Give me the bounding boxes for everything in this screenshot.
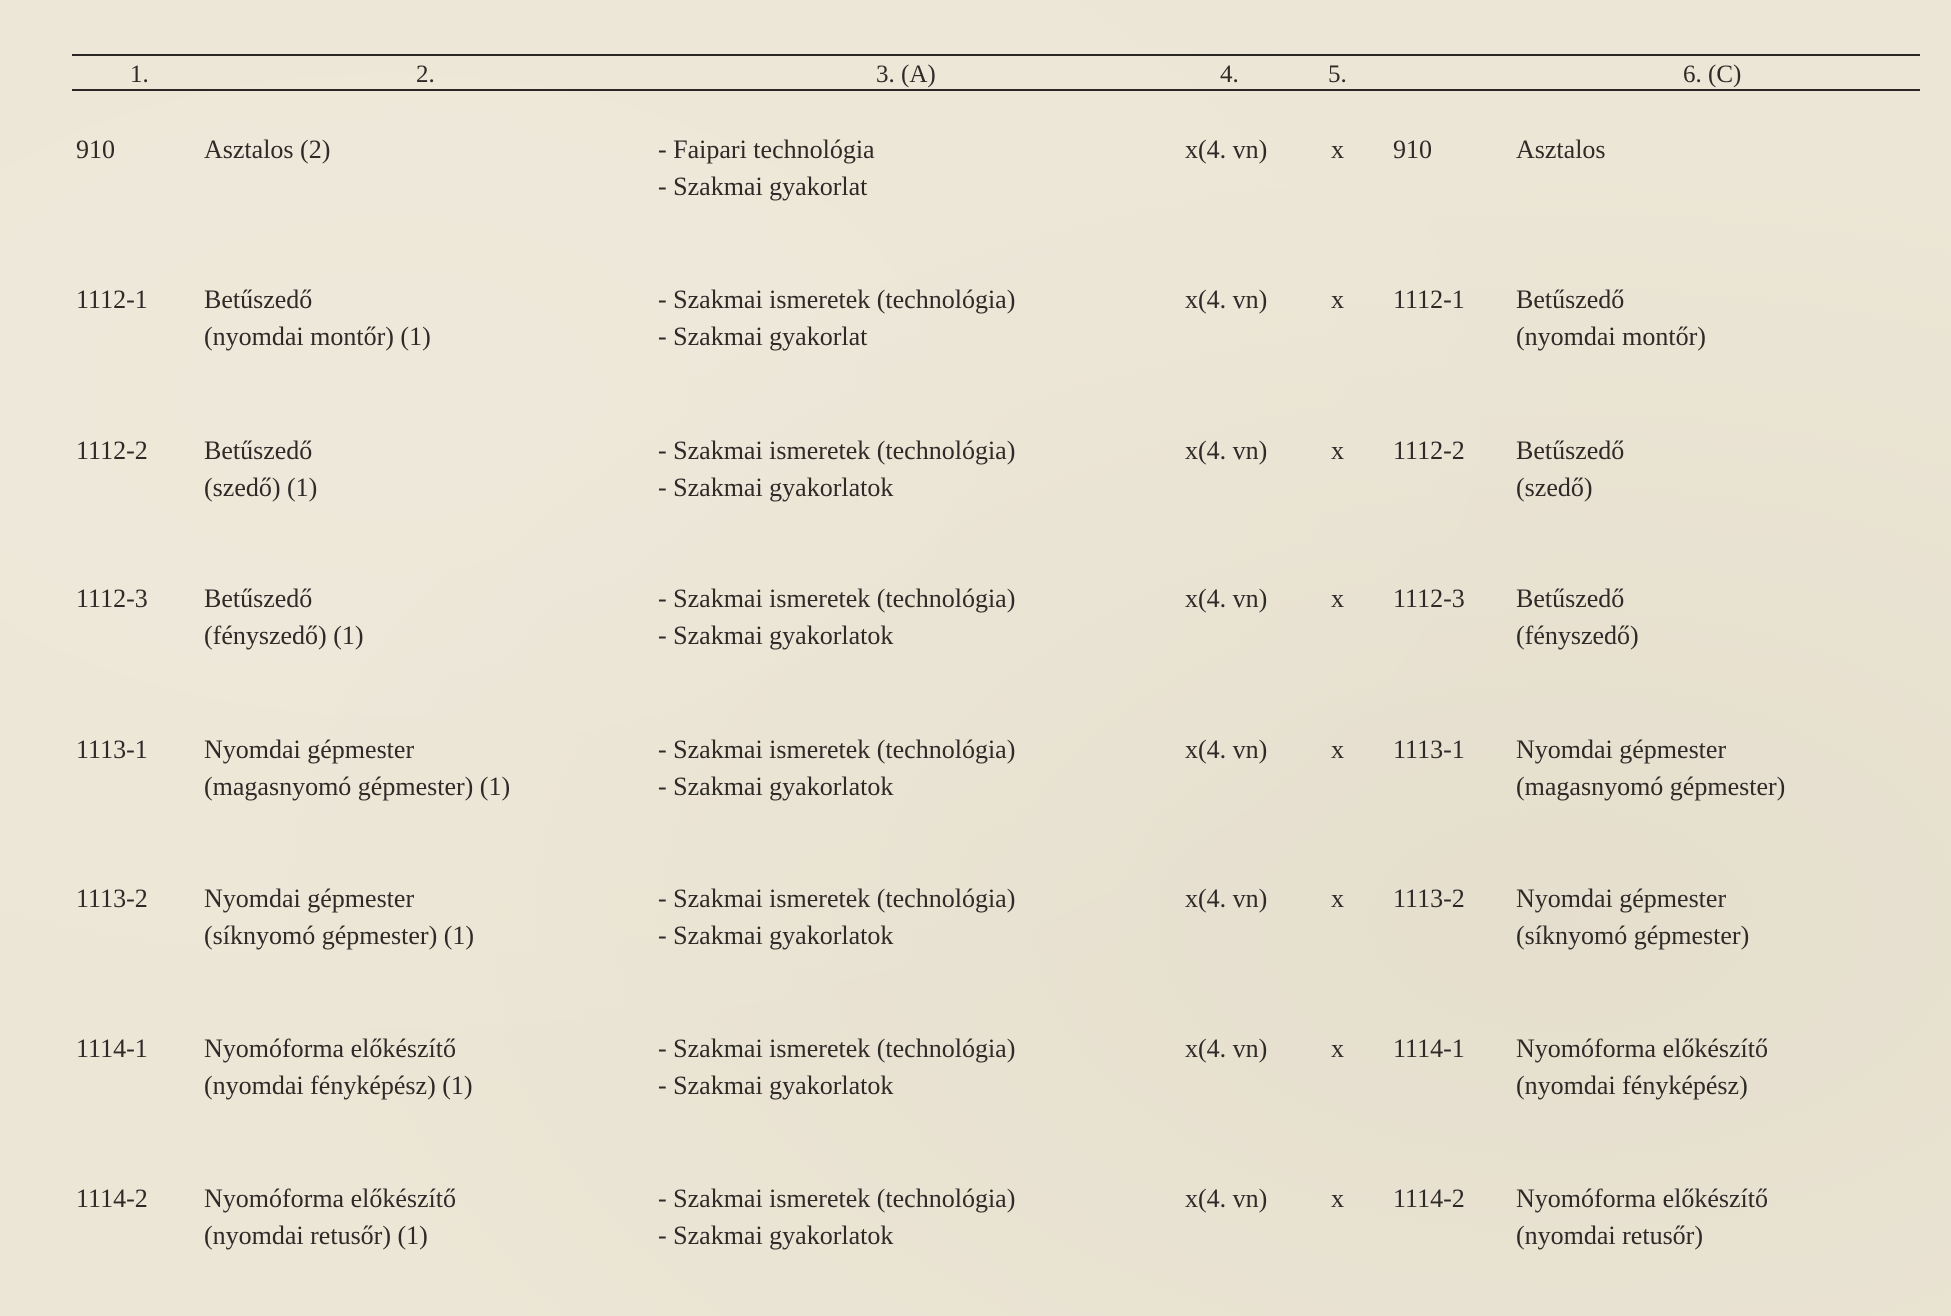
table-row bbox=[0, 432, 1951, 512]
occupation-name-line2: (magasnyomó gépmester) (1) bbox=[204, 772, 511, 801]
table-row bbox=[0, 880, 1951, 960]
occupation-name-line1: Asztalos (2) bbox=[204, 135, 331, 164]
occupation-name-line1: Betűszedő bbox=[204, 584, 313, 613]
exam-subjects bbox=[658, 432, 1015, 506]
exam-mark: x(4. vn) bbox=[1185, 735, 1268, 764]
occupation-name-line2: (szedő) (1) bbox=[204, 473, 318, 502]
exam-subject-1: - Szakmai ismeretek (technológia) bbox=[658, 884, 1016, 913]
column-5-mark: x bbox=[1331, 1184, 1344, 1213]
new-occupation-code: 1114-1 bbox=[1393, 1034, 1465, 1063]
exam-subject-2: - Szakmai gyakorlat bbox=[658, 322, 868, 351]
exam-mark: x(4. vn) bbox=[1185, 436, 1268, 465]
exam-subject-1: - Szakmai ismeretek (technológia) bbox=[658, 1034, 1016, 1063]
new-occupation-name-line1: Betűszedő bbox=[1516, 584, 1625, 613]
exam-subject-2: - Szakmai gyakorlatok bbox=[658, 1221, 894, 1250]
new-occupation-code: 1112-1 bbox=[1393, 285, 1465, 314]
occupation-name bbox=[204, 432, 317, 506]
new-occupation-code: 1113-1 bbox=[1393, 735, 1465, 764]
exam-subjects bbox=[658, 1030, 1015, 1104]
column-5-mark: x bbox=[1331, 285, 1344, 314]
column-header-2: 2. bbox=[416, 61, 435, 88]
occupation-name bbox=[204, 731, 510, 805]
new-occupation-name-line1: Asztalos bbox=[1516, 135, 1606, 164]
column-5-mark: x bbox=[1331, 1034, 1344, 1063]
new-occupation-name-line1: Nyomóforma előkészítő bbox=[1516, 1184, 1768, 1213]
exam-subjects bbox=[658, 1180, 1015, 1254]
exam-subjects bbox=[658, 731, 1015, 805]
exam-mark: x(4. vn) bbox=[1185, 884, 1268, 913]
exam-mark: x(4. vn) bbox=[1185, 135, 1268, 164]
new-occupation-name-line1: Betűszedő bbox=[1516, 285, 1625, 314]
column-5-mark: x bbox=[1331, 436, 1344, 465]
table-row bbox=[0, 731, 1951, 811]
exam-subject-1: - Faipari technológia bbox=[658, 135, 875, 164]
column-header-3: 3. (A) bbox=[876, 61, 936, 88]
new-occupation-name-line2: (szedő) bbox=[1516, 473, 1593, 502]
header-bottom-rule bbox=[72, 89, 1920, 91]
exam-mark: x(4. vn) bbox=[1185, 285, 1268, 314]
new-occupation-name-line2: (fényszedő) bbox=[1516, 621, 1639, 650]
new-occupation-name bbox=[1516, 880, 1749, 954]
new-occupation-name-line2: (nyomdai fényképész) bbox=[1516, 1071, 1748, 1100]
occupation-name-line1: Betűszedő bbox=[204, 436, 313, 465]
occupation-name bbox=[204, 580, 364, 654]
occupation-code: 1114-2 bbox=[76, 1184, 148, 1213]
new-occupation-code: 1114-2 bbox=[1393, 1184, 1465, 1213]
new-occupation-name bbox=[1516, 432, 1624, 506]
exam-subject-2: - Szakmai gyakorlatok bbox=[658, 772, 894, 801]
new-occupation-name bbox=[1516, 731, 1785, 805]
exam-subject-2: - Szakmai gyakorlatok bbox=[658, 921, 894, 950]
new-occupation-name-line1: Nyomóforma előkészítő bbox=[1516, 1034, 1768, 1063]
occupation-code: 1114-1 bbox=[76, 1034, 148, 1063]
new-occupation-name-line2: (síknyomó gépmester) bbox=[1516, 921, 1750, 950]
exam-subject-2: - Szakmai gyakorlatok bbox=[658, 473, 894, 502]
new-occupation-code: 1113-2 bbox=[1393, 884, 1465, 913]
new-occupation-name-line1: Nyomdai gépmester bbox=[1516, 735, 1727, 764]
column-5-mark: x bbox=[1331, 584, 1344, 613]
occupation-name-line1: Nyomóforma előkészítő bbox=[204, 1034, 456, 1063]
column-header-4: 4. bbox=[1220, 61, 1239, 88]
new-occupation-name-line2: (nyomdai montőr) bbox=[1516, 322, 1706, 351]
occupation-name bbox=[204, 131, 330, 168]
exam-subjects bbox=[658, 281, 1015, 355]
column-header-6: 6. (C) bbox=[1683, 61, 1742, 88]
exam-mark: x(4. vn) bbox=[1185, 584, 1268, 613]
column-5-mark: x bbox=[1331, 735, 1344, 764]
occupation-name-line2: (nyomdai retusőr) (1) bbox=[204, 1221, 428, 1250]
exam-subject-2: - Szakmai gyakorlat bbox=[658, 172, 868, 201]
occupation-name-line1: Nyomdai gépmester bbox=[204, 884, 415, 913]
occupation-code: 1112-2 bbox=[76, 436, 148, 465]
column-header-1: 1. bbox=[130, 61, 149, 88]
exam-subject-1: - Szakmai ismeretek (technológia) bbox=[658, 584, 1016, 613]
exam-subject-2: - Szakmai gyakorlatok bbox=[658, 1071, 894, 1100]
header-top-rule bbox=[72, 54, 1920, 56]
exam-subjects bbox=[658, 131, 875, 205]
exam-subject-1: - Szakmai ismeretek (technológia) bbox=[658, 1184, 1016, 1213]
occupation-name-line1: Betűszedő bbox=[204, 285, 313, 314]
column-5-mark: x bbox=[1331, 135, 1344, 164]
occupation-code: 1113-2 bbox=[76, 884, 148, 913]
occupation-name-line2: (síknyomó gépmester) (1) bbox=[204, 921, 475, 950]
new-occupation-name bbox=[1516, 580, 1639, 654]
exam-mark: x(4. vn) bbox=[1185, 1034, 1268, 1063]
new-occupation-name-line1: Nyomdai gépmester bbox=[1516, 884, 1727, 913]
new-occupation-name-line2: (magasnyomó gépmester) bbox=[1516, 772, 1786, 801]
exam-subject-1: - Szakmai ismeretek (technológia) bbox=[658, 285, 1016, 314]
new-occupation-name-line2: (nyomdai retusőr) bbox=[1516, 1221, 1704, 1250]
exam-mark: x(4. vn) bbox=[1185, 1184, 1268, 1213]
new-occupation-name bbox=[1516, 1180, 1768, 1254]
new-occupation-code: 1112-3 bbox=[1393, 584, 1465, 613]
new-occupation-name bbox=[1516, 281, 1706, 355]
occupation-code: 910 bbox=[76, 135, 115, 164]
table-row bbox=[0, 281, 1951, 361]
exam-subject-1: - Szakmai ismeretek (technológia) bbox=[658, 735, 1016, 764]
table-row bbox=[0, 1180, 1951, 1260]
column-header-5: 5. bbox=[1328, 61, 1347, 88]
table-row bbox=[0, 1030, 1951, 1110]
occupation-name-line1: Nyomóforma előkészítő bbox=[204, 1184, 456, 1213]
new-occupation-name-line1: Betűszedő bbox=[1516, 436, 1625, 465]
occupation-name bbox=[204, 880, 474, 954]
column-5-mark: x bbox=[1331, 884, 1344, 913]
occupation-name bbox=[204, 1030, 473, 1104]
occupation-name-line2: (fényszedő) (1) bbox=[204, 621, 364, 650]
occupation-name bbox=[204, 281, 431, 355]
exam-subject-1: - Szakmai ismeretek (technológia) bbox=[658, 436, 1016, 465]
new-occupation-name bbox=[1516, 1030, 1768, 1104]
occupation-code: 1112-3 bbox=[76, 584, 148, 613]
occupation-name bbox=[204, 1180, 456, 1254]
exam-subjects bbox=[658, 580, 1015, 654]
new-occupation-code: 1112-2 bbox=[1393, 436, 1465, 465]
occupation-name-line2: (nyomdai fényképész) (1) bbox=[204, 1071, 473, 1100]
exam-subjects bbox=[658, 880, 1015, 954]
occupation-name-line2: (nyomdai montőr) (1) bbox=[204, 322, 431, 351]
new-occupation-name bbox=[1516, 131, 1606, 168]
table-row bbox=[0, 131, 1951, 211]
new-occupation-code: 910 bbox=[1393, 135, 1432, 164]
table-row bbox=[0, 580, 1951, 660]
occupation-name-line1: Nyomdai gépmester bbox=[204, 735, 415, 764]
occupation-code: 1112-1 bbox=[76, 285, 148, 314]
occupation-code: 1113-1 bbox=[76, 735, 148, 764]
exam-subject-2: - Szakmai gyakorlatok bbox=[658, 621, 894, 650]
